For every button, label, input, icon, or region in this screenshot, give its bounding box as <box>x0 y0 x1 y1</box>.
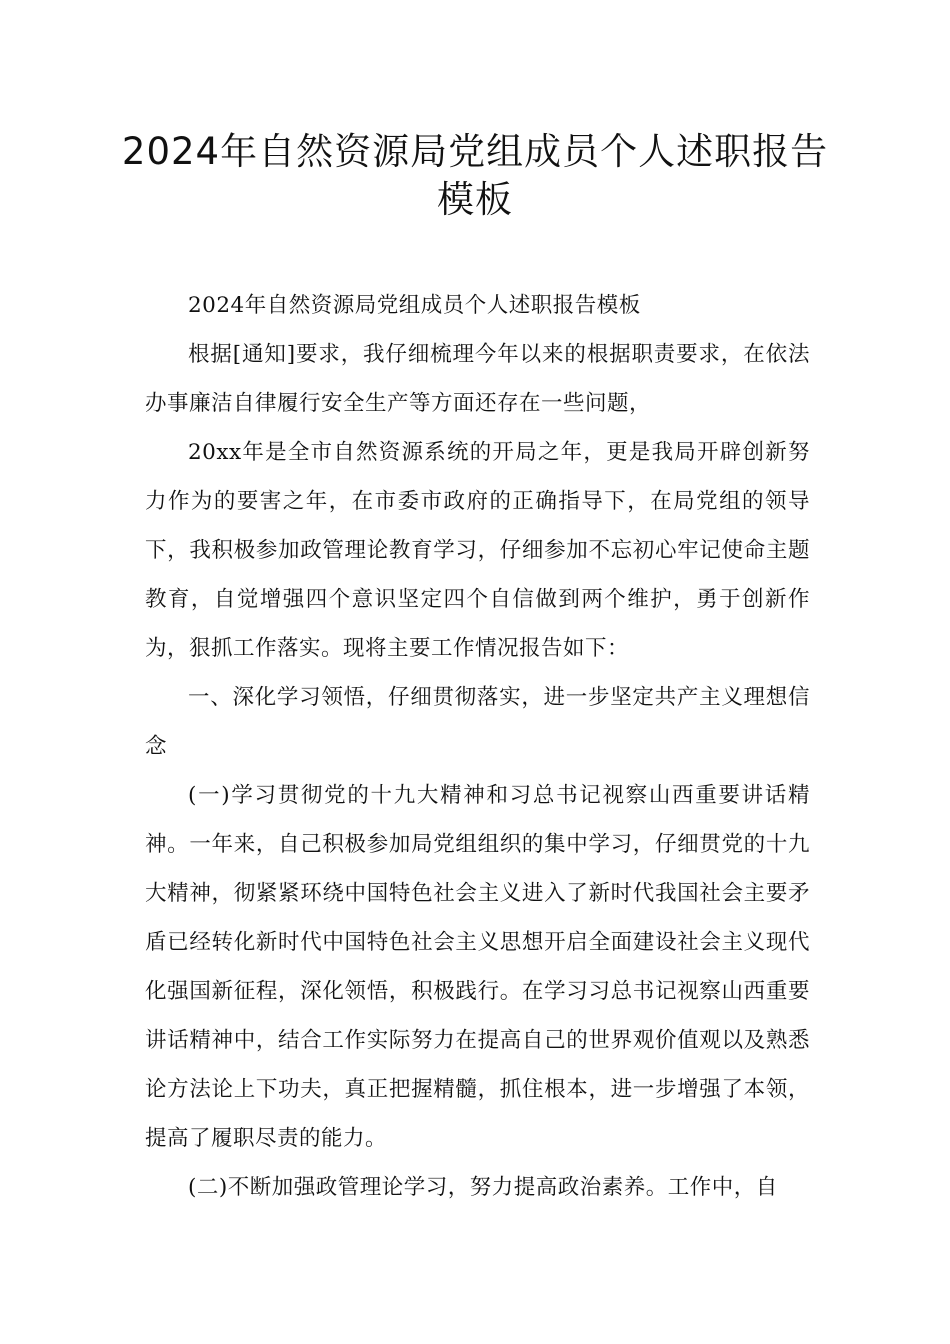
body-paragraph: 20xx年是全市自然资源系统的开局之年，更是我局开辟创新努力作为的要害之年，在市委市政府的正确指导下，在局党组的领导下，我积极参加政管理论教育学习，仔细参加不忘初心牢记使命主题教育，自觉增强四个意识坚定四个自信做到两个维护，勇于创新作为，狠抓工作落实。现将主要工作情况报告如下： <box>145 440 810 661</box>
document-title: 2024年自然资源局党组成员个人述职报告模板 <box>121 130 829 221</box>
section-heading: 一、深化学习领悟，仔细贯彻落实，进一步坚定共产主义理想信念 <box>145 685 810 759</box>
body-paragraph: 根据[通知]要求，我仔细梳理今年以来的根据职责要求，在依法办事廉洁自律履行安全生产等方面还存在一些问题， <box>145 342 810 416</box>
document-body <box>145 281 810 1212</box>
body-paragraph: (一)学习贯彻党的十九大精神和习总书记视察山西重要讲话精神。一年来，自己积极参加局党组组织的集中学习，仔细贯党的十九大精神，彻紧紧环绕中国特色社会主义进入了新时代我国社会主要矛盾已经转化新时代中国特色社会主义思想开启全面建设社会主义现代化强国新征程，深化领悟，积极践行。在学习习总书记视察山西重要讲话精神中，结合工作实际努力在提高自己的世界观价值观以及熟悉论方法论上下功夫，真正把握精髓，抓住根本，进一步增强了本领，提高了履职尽责的能力。 <box>145 783 810 1151</box>
body-paragraph: 2024年自然资源局党组成员个人述职报告模板 <box>188 293 641 318</box>
body-paragraph: (二)不断加强政管理论学习，努力提高政治素养。工作中，自 <box>188 1175 778 1200</box>
